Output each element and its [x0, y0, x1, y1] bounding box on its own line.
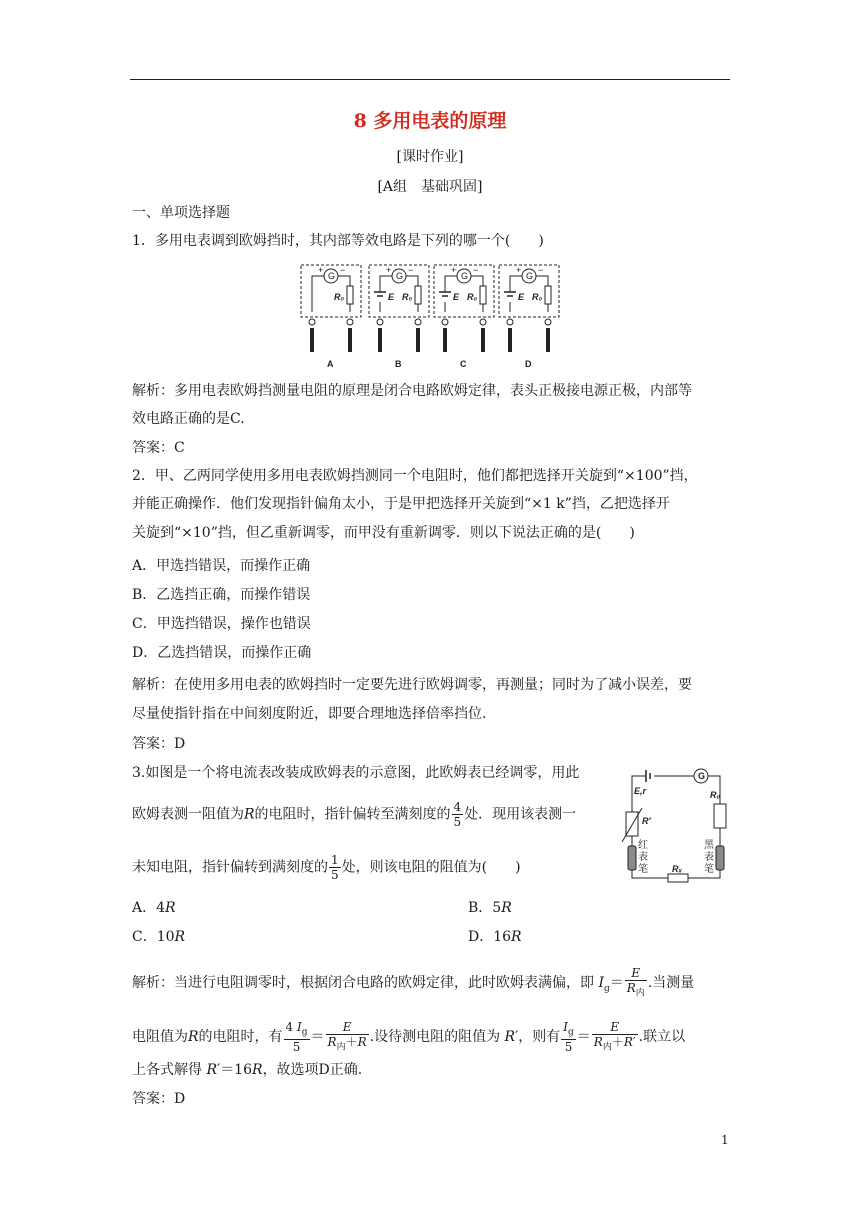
q2-analysis-2: 尽量使指针指在中间刻度附近，即要合理地选择倍率挡位.	[132, 706, 487, 722]
q2-option-b: B．乙选挡正确，而操作错误	[132, 587, 311, 603]
svg-text:红: 红	[638, 840, 648, 851]
q3-stem-3: 未知电阻，指针偏转到满刻度的 $\frac{1}{5}$ 处，则该电阻的阻值为( )	[132, 853, 521, 882]
q3-option-a: A．4R	[132, 900, 176, 916]
fig-label-d: D	[525, 359, 532, 369]
q1-answer: 答案：C	[132, 440, 185, 456]
q3-answer: 答案：D	[132, 1091, 186, 1107]
svg-text:E: E	[388, 292, 395, 302]
svg-text:−: −	[473, 265, 479, 275]
q1-analysis-2: 效电路正确的是C.	[132, 411, 245, 427]
svg-text:+: +	[386, 265, 392, 275]
svg-text:表: 表	[704, 852, 714, 863]
svg-text:−: −	[408, 265, 414, 275]
page-number: 1	[721, 1133, 729, 1147]
q2-answer: 答案：D	[132, 736, 186, 752]
section-heading: 一、单项选择题	[132, 205, 230, 221]
svg-text:R₀: R₀	[467, 292, 478, 302]
fig-label-b: B	[395, 359, 402, 369]
subtitle: [课时作业]	[396, 149, 464, 165]
q3-stem-1: 3.如图是一个将电流表改装成欧姆表的示意图，此欧姆表已经调零，用此	[132, 765, 580, 781]
svg-text:Rₓ: Rₓ	[672, 864, 683, 874]
svg-text:+: +	[451, 265, 457, 275]
svg-text:R₀: R₀	[334, 292, 345, 302]
svg-text:+: +	[516, 265, 522, 275]
q1-circuit-figure	[298, 262, 564, 372]
svg-text:E: E	[453, 292, 460, 302]
svg-text:−: −	[340, 265, 346, 275]
svg-text:E: E	[518, 292, 525, 302]
q2-option-a: A．甲选挡错误，而操作正确	[132, 558, 311, 574]
q2-stem-1: 2．甲、乙两同学使用多用电表欧姆挡测同一个电阻时，他们都把选择开关旋到“×100”挡，	[132, 468, 698, 484]
svg-text:R₀: R₀	[402, 292, 413, 302]
svg-text:R₀: R₀	[532, 292, 543, 302]
q3-analysis-2: 电阻值为R的电阻时，有 $\frac{4 I_g}{5}$ ＝ $\frac{E}{R_内+R}$ .设待测电阻的阻值为 R′，则有 $\frac{I_g}{5}$ ＝ $\frac{E}{R_内+R'}$ .联立以	[132, 1020, 686, 1055]
q3-stem-2: 欧姆表测一阻值为R的电阻时，指针偏转至满刻度的 $\frac{4}{5}$ 处．现用该表测一	[132, 800, 577, 829]
fraction-1-5: $\frac{1}{5}$	[331, 853, 339, 882]
fraction-4-5: $\frac{4}{5}$	[453, 800, 462, 829]
svg-text:笔: 笔	[704, 864, 714, 875]
svg-text:表: 表	[638, 852, 648, 863]
q2-stem-3: 关旋到“×10”挡，但乙重新调零，而甲没有重新调零．则以下说法正确的是( )	[132, 525, 635, 541]
page-title: 8 多用电表的原理	[353, 110, 507, 132]
svg-text:G: G	[526, 271, 534, 281]
svg-text:−: −	[538, 265, 544, 275]
q2-stem-2: 并能正确操作．他们发现指针偏角太小，于是甲把选择开关旋到“×1 k”挡，乙把选择开	[132, 496, 670, 512]
q3-option-c: C．10R	[132, 929, 186, 945]
q3-ohmmeter-figure	[616, 766, 736, 886]
fig-label-c: C	[460, 359, 467, 369]
svg-text:G: G	[698, 771, 706, 781]
q3-option-b: B．5R	[468, 900, 512, 916]
q3-analysis-1: 解析：当进行电阻调零时，根据闭合电路的欧姆定律，此时欧姆表满偏，即 $I_g=$ $\frac{E}{R_内}$ .当测量	[132, 966, 695, 999]
fig-a-g: G	[328, 271, 336, 281]
svg-text:R′: R′	[642, 816, 651, 826]
q1-stem: 1．多用电表调到欧姆挡时，其内部等效电路是下列的哪一个( )	[132, 233, 544, 249]
svg-text:G: G	[396, 271, 404, 281]
q3-analysis-3: 上各式解得 R′＝16R，故选项D正确.	[132, 1062, 363, 1078]
svg-text:E,r: E,r	[634, 786, 647, 796]
q2-option-d: D．乙选挡错误，而操作正确	[132, 645, 312, 661]
top-rule	[130, 79, 730, 80]
fig-label-a: A	[327, 359, 334, 369]
svg-text:笔: 笔	[638, 864, 648, 875]
q2-option-c: C．甲选挡错误，操作也错误	[132, 616, 311, 632]
svg-text:黑: 黑	[704, 840, 714, 851]
svg-text:G: G	[461, 271, 469, 281]
q3-option-d: D．16R	[468, 929, 522, 945]
q2-analysis-1: 解析：在使用多用电表的欧姆挡时一定要先进行欧姆调零，再测量；同时为了减小误差，要	[132, 677, 692, 693]
group-heading: [A组 基础巩固]	[377, 179, 483, 195]
q1-analysis-1: 解析：多用电表欧姆挡测量电阻的原理是闭合电路欧姆定律，表头正极接电源正极，内部等	[132, 383, 692, 399]
svg-text:R₀: R₀	[710, 790, 721, 800]
svg-text:+: +	[318, 265, 324, 275]
